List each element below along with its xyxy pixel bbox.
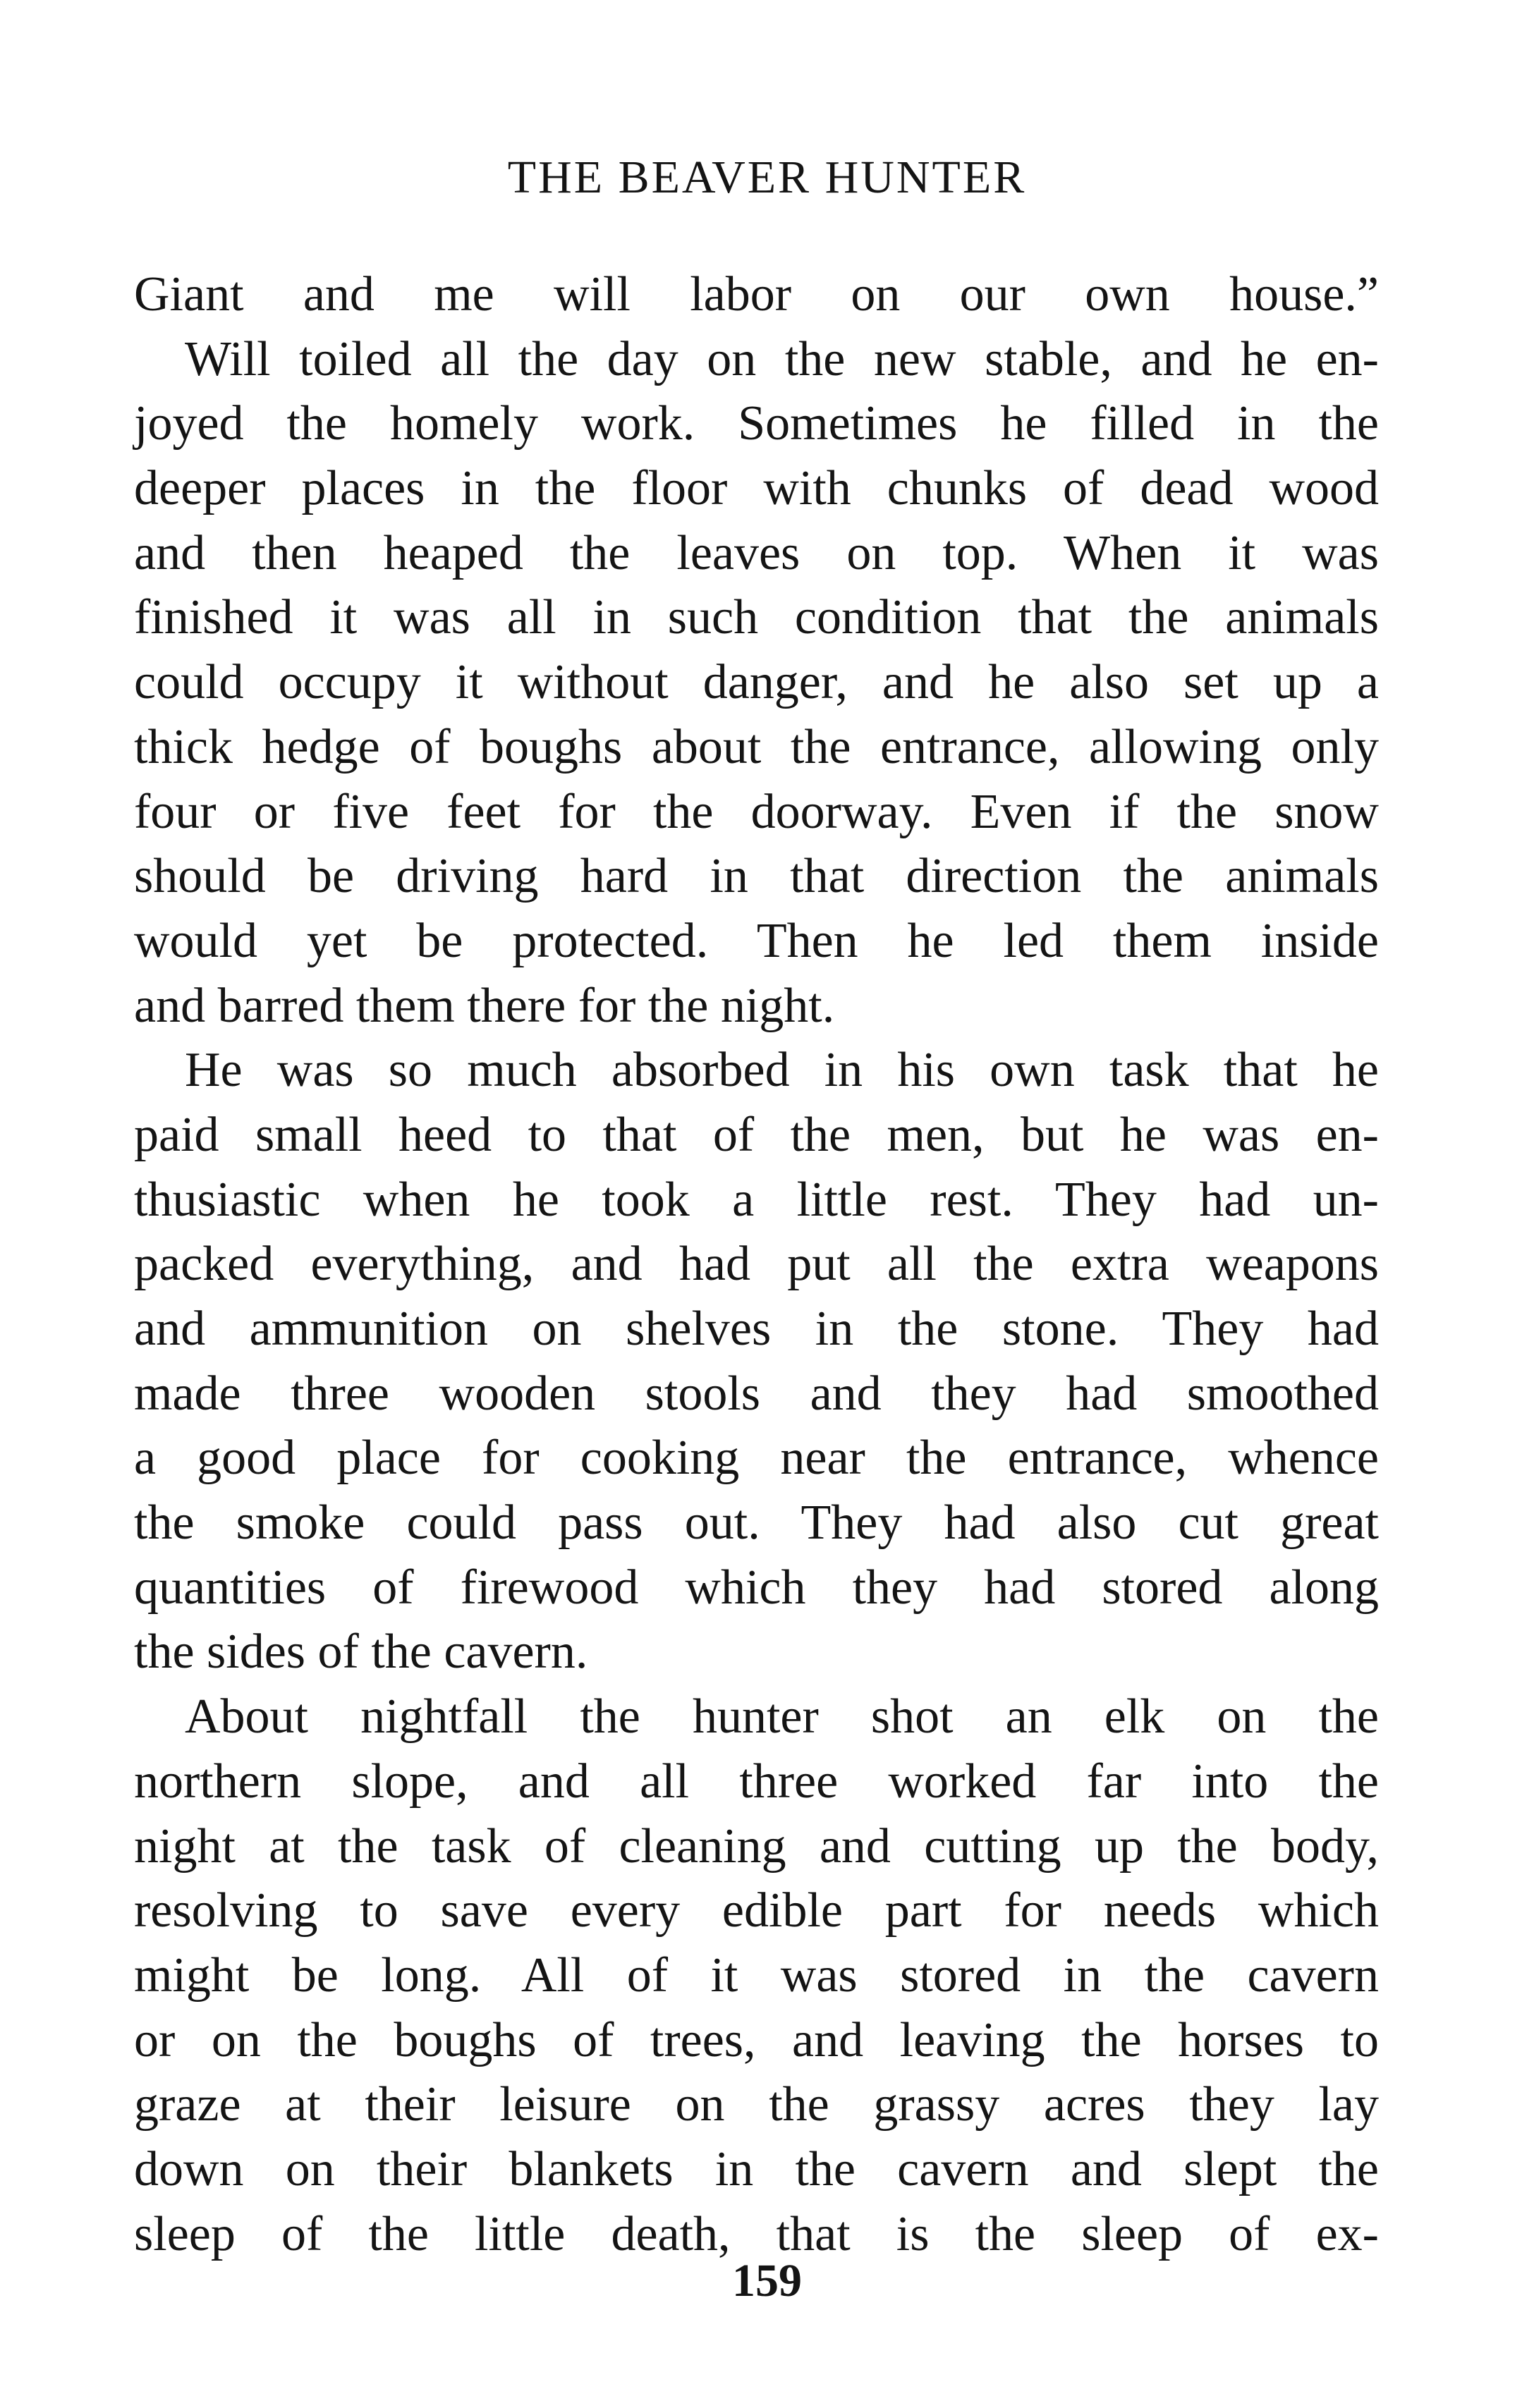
text-line: would yet be protected. Then he led them inside [134,913,1379,968]
text-line: could occupy it without danger, and he also set up a [134,655,1379,710]
text-line: and barred them there for the night. [134,978,835,1033]
text-line: Giant and me will labor on our own house.” [134,267,1379,322]
text-line: or on the boughs of trees, and leaving the horses to [134,2012,1379,2067]
text-line: sleep of the little death, that is the sleep of ex- [134,2206,1379,2261]
text-line: night at the task of cleaning and cutting up the body, [134,1819,1379,1874]
text-line: About nightfall the hunter shot an elk on the [185,1689,1379,1744]
text-line: resolving to save every edible part for needs which [134,1883,1379,1938]
text-line: He was so much absorbed in his own task that he [185,1043,1379,1098]
page-number: 159 [732,2255,802,2306]
text-line: should be driving hard in that direction the animals [134,849,1379,904]
text-line: thick hedge of boughs about the entrance, allowing only [134,719,1379,774]
running-header: THE BEAVER HUNTER [507,152,1027,203]
text-line: northern slope, and all three worked far into the [134,1754,1379,1809]
text-line: four or five feet for the doorway. Even if the snow [134,784,1379,839]
page-body [134,262,1379,2266]
text-line: might be long. All of it was stored in the cavern [134,1948,1379,2003]
text-line: Will toiled all the day on the new stable, and he en- [185,331,1379,386]
text-line: deeper places in the floor with chunks of dead wood [134,461,1379,516]
text-line: and then heaped the leaves on top. When it was [134,525,1379,580]
text-line: the sides of the cavern. [134,1625,588,1680]
text-line: a good place for cooking near the entrance, whence [134,1431,1379,1486]
text-line: graze at their leisure on the grassy acres they lay [134,2077,1379,2132]
text-line: quantities of firewood which they had stored along [134,1560,1379,1615]
text-line: paid small heed to that of the men, but he was en- [134,1107,1379,1162]
text-line: finished it was all in such condition that the animals [134,590,1379,645]
text-line: thusiastic when he took a little rest. They had un- [134,1172,1379,1227]
text-line: joyed the homely work. Sometimes he filled in the [134,396,1379,451]
text-line: down on their blankets in the cavern and slept the [134,2141,1379,2196]
text-line: the smoke could pass out. They had also cut great [134,1496,1379,1551]
text-line: and ammunition on shelves in the stone. They had [134,1302,1379,1356]
text-line: packed everything, and had put all the extra weapons [134,1237,1379,1292]
text-line: made three wooden stools and they had smoothed [134,1366,1379,1421]
